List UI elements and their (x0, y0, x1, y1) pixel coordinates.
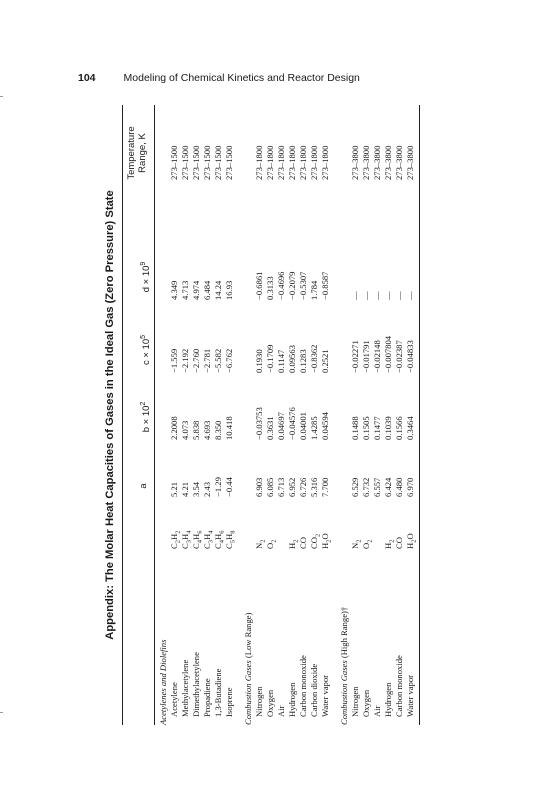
value-b: 0.1477 (372, 416, 382, 440)
value-b: 0.04001 (298, 412, 308, 440)
formula: CO (298, 537, 308, 549)
name: Carbon monoxide (298, 655, 308, 717)
table-row (180, 105, 191, 725)
value-d: 0.3133 (265, 276, 275, 300)
value-b: −0.03753 (254, 407, 264, 440)
table-row (372, 105, 383, 725)
value-a: −0.44 (224, 477, 234, 497)
margin-mark (0, 96, 3, 97)
bottom-rule (419, 105, 420, 725)
value-d: 6.484 (202, 280, 212, 300)
value-a: 5.316 (309, 477, 319, 497)
heat-capacity-table (100, 105, 520, 725)
formula: $C_3H_4$ (180, 530, 193, 549)
value-d: 4.974 (191, 280, 201, 300)
value-c: −2.781 (202, 348, 212, 373)
running-head (78, 72, 508, 84)
value-c: 0.1930 (254, 349, 264, 373)
value-a: 6.952 (287, 477, 297, 497)
formula: CO (394, 537, 404, 549)
temperature-range: 273–1500 (224, 145, 234, 180)
section-title: Acetylenes and Diolefins (158, 639, 168, 725)
value-d: — (405, 291, 415, 300)
value-b: 2.2008 (169, 416, 179, 440)
temperature-range: 273–1800 (298, 145, 308, 180)
value-c: −6.762 (224, 348, 234, 373)
value-b: 0.1505 (361, 416, 371, 440)
value-a: 5.21 (169, 481, 179, 497)
name: Carbon monoxide (394, 655, 404, 717)
value-a: −1.29 (213, 477, 223, 497)
value-b: −0.04576 (287, 407, 297, 440)
value-a: 3.54 (191, 481, 201, 497)
value-b: 0.3631 (265, 416, 275, 440)
value-d: −0.5307 (298, 271, 308, 300)
value-a: 6.713 (276, 477, 286, 497)
value-b: 8.350 (213, 420, 223, 440)
value-d: — (361, 291, 371, 300)
name: 1,3-Butadiene (213, 668, 223, 717)
table-row (265, 105, 276, 725)
value-d: 4.349 (169, 280, 179, 300)
name: Hydrogen (287, 682, 297, 717)
formula: $CO_2$ (309, 533, 322, 549)
name: Water vapor (405, 674, 415, 717)
temperature-range: 273–3800 (350, 145, 360, 180)
name: Air (276, 705, 286, 717)
temperature-range: 273–1800 (265, 145, 275, 180)
value-c: −1.559 (169, 348, 179, 373)
temperature-range: 273–1500 (213, 145, 223, 180)
table-row (298, 105, 309, 725)
book-title: Modeling of Chemical Kinetics and Reactor Design (123, 72, 360, 84)
page-number: 104 (78, 72, 96, 84)
temperature-range: 273–1800 (320, 145, 330, 180)
value-c: −0.01791 (361, 340, 371, 373)
formula: $H_2$ (383, 539, 396, 549)
table-row (213, 105, 224, 725)
margin-mark (0, 712, 3, 713)
value-c: −2.192 (180, 348, 190, 373)
value-d: −0.6861 (254, 271, 264, 300)
value-b: 0.1566 (394, 416, 404, 440)
value-c: −0.007804 (383, 335, 393, 373)
value-a: 6.529 (350, 477, 360, 497)
value-b: 0.04594 (320, 412, 330, 440)
value-d: 16.93 (224, 280, 234, 300)
value-c: 0.1147 (276, 349, 286, 373)
temperature-range: 273–3800 (361, 145, 371, 180)
value-a: 6.480 (394, 477, 404, 497)
section-title: Combustion Gases (High Range)† (339, 606, 349, 725)
formula: $H_2$ (287, 539, 300, 549)
value-b: 0.3464 (405, 416, 415, 440)
temperature-range: 273–1500 (169, 145, 179, 180)
temperature-range: 273–1800 (309, 145, 319, 180)
header-d: $d \times 10^9$ (140, 261, 153, 293)
temperature-range: 273–3800 (405, 145, 415, 180)
value-b: 10.418 (224, 416, 234, 440)
temperature-range: 273–1500 (191, 145, 201, 180)
name: Oxygen (265, 689, 275, 717)
formula: $C_3H_4$ (202, 530, 215, 549)
header-a: a (138, 483, 149, 489)
value-a: 2.43 (202, 481, 212, 497)
table-row (405, 105, 416, 725)
temperature-range: 273–3800 (372, 145, 382, 180)
value-b: 5.838 (191, 420, 201, 440)
value-a: 4.21 (180, 481, 190, 497)
formula: $C_2H_2$ (169, 530, 182, 549)
value-a: 6.732 (361, 477, 371, 497)
formula: $O_2$ (265, 539, 278, 549)
value-a: 6.970 (405, 477, 415, 497)
name: Nitrogen (350, 686, 360, 717)
value-a: 6.726 (298, 477, 308, 497)
table-row (287, 105, 298, 725)
header-rule (154, 105, 155, 725)
value-c: −0.02387 (394, 340, 404, 373)
formula: $C_5H_8$ (224, 530, 237, 549)
name: Air (372, 705, 382, 717)
value-d: 1.784 (309, 280, 319, 300)
temperature-range: 273–3800 (394, 145, 404, 180)
formula: $N_2$ (254, 539, 267, 549)
temperature-range: 273–1800 (276, 145, 286, 180)
value-a: 6.557 (372, 477, 382, 497)
value-c: −0.02271 (350, 340, 360, 373)
value-d: — (394, 291, 404, 300)
value-a: 6.085 (265, 477, 275, 497)
value-d: — (383, 291, 393, 300)
value-b: 4.073 (180, 420, 190, 440)
header-temperature: Temperature Range, K (126, 126, 148, 180)
formula: $C_4H_6$ (191, 530, 204, 549)
name: Propadiene (202, 678, 212, 717)
table-row (202, 105, 213, 725)
name: Oxygen (361, 689, 371, 717)
table-row (309, 105, 320, 725)
table-row (191, 105, 202, 725)
table-row (224, 105, 235, 725)
name: Methylacetylene (180, 659, 190, 717)
value-b: 0.1488 (350, 416, 360, 440)
name: Carbon dioxide (309, 663, 319, 717)
name: Water vapor (320, 674, 330, 717)
value-c: 0.2521 (320, 349, 330, 373)
formula: $N_2$ (350, 539, 363, 549)
value-c: 0.1283 (298, 349, 308, 373)
name: Isoprene (224, 687, 234, 717)
formula: $H_2O$ (405, 533, 418, 549)
formula: $C_4H_6$ (213, 530, 226, 549)
value-d: −0.4696 (276, 271, 286, 300)
temperature-range: 273–1500 (202, 145, 212, 180)
value-c: −0.02148 (372, 340, 382, 373)
table-title: Appendix: The Molar Heat Capacities of Gases in the Ideal Gas (Zero Pressure) State (104, 190, 116, 640)
header-c: $c \times 10^5$ (140, 334, 153, 366)
value-c: −0.04833 (405, 340, 415, 373)
table-row (254, 105, 265, 725)
value-b: 1.4285 (309, 416, 319, 440)
table-row (276, 105, 287, 725)
name: Hydrogen (383, 682, 393, 717)
value-c: −5.582 (213, 348, 223, 373)
rotated-table-stage (100, 105, 520, 725)
value-a: 6.424 (383, 477, 393, 497)
formula: $O_2$ (361, 539, 374, 549)
value-c: 0.09563 (287, 345, 297, 373)
value-d: 4.713 (180, 280, 190, 300)
name: Nitrogen (254, 686, 264, 717)
name: Dimethylacetylene (191, 652, 201, 717)
value-a: 6.903 (254, 477, 264, 497)
header-b: $b \times 10^2$ (140, 401, 153, 433)
table-row (383, 105, 394, 725)
table-row (350, 105, 361, 725)
temperature-range: 273–1800 (287, 145, 297, 180)
value-a: 7.700 (320, 477, 330, 497)
value-b: 0.04697 (276, 412, 286, 440)
top-rule (122, 105, 123, 725)
value-d: — (372, 291, 382, 300)
formula: $H_2O$ (320, 533, 333, 549)
value-d: — (350, 291, 360, 300)
temperature-range: 273–1500 (180, 145, 190, 180)
temperature-range: 273–3800 (383, 145, 393, 180)
value-d: −0.2079 (287, 271, 297, 300)
value-c: −0.8362 (309, 344, 319, 373)
value-d: −0.8587 (320, 271, 330, 300)
value-c: −2.760 (191, 348, 201, 373)
section-title: Combustion Gases (Low Range) (243, 612, 253, 725)
table-row (320, 105, 331, 725)
name: Acetylene (169, 682, 179, 717)
value-b: 0.1039 (383, 416, 393, 440)
value-c: −0.1709 (265, 344, 275, 373)
table-row (169, 105, 180, 725)
table-row (394, 105, 405, 725)
value-b: 4.693 (202, 420, 212, 440)
temperature-range: 273–1800 (254, 145, 264, 180)
table-row (361, 105, 372, 725)
value-d: 14.24 (213, 280, 223, 300)
